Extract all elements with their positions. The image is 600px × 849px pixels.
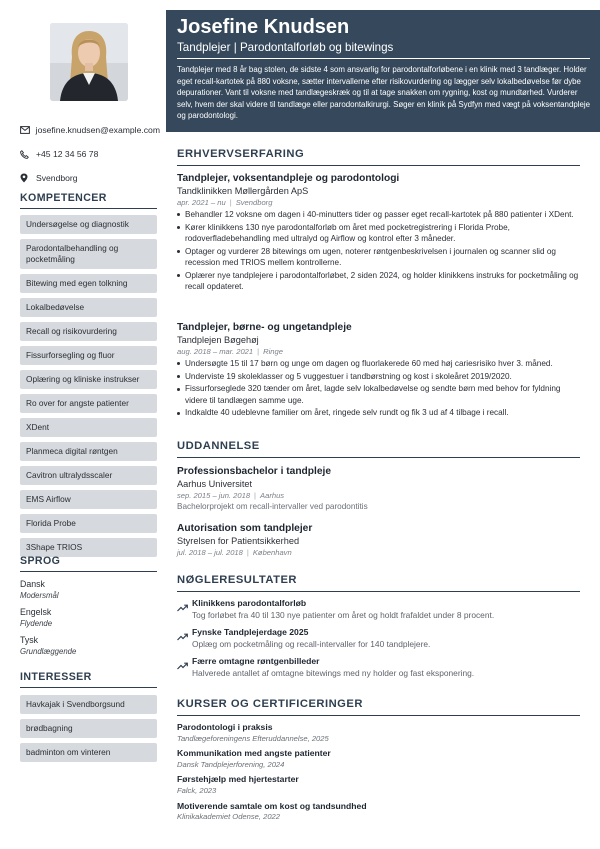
experience-heading: ERHVERVSERFARING xyxy=(177,148,580,166)
contact-info xyxy=(20,118,160,190)
education-entry xyxy=(177,465,580,513)
course-provider: Klinikakademiet Odense, 2022 xyxy=(177,812,281,822)
courses-list xyxy=(177,722,580,827)
job-employer: Tandklinikken Møllergården ApS xyxy=(177,186,309,196)
education-institution: Styrelsen for Patientsikkerhed xyxy=(177,536,300,546)
course-provider: Falck, 2023 xyxy=(177,785,217,795)
skill-tag: 3Shape TRIOS xyxy=(20,538,157,557)
skill-tag: Undersøgelse og diagnostik xyxy=(20,215,157,234)
result-description: Halverede antallet af omtagne bitewings med ny holder og fast eksponering. xyxy=(192,667,475,678)
skill-tag: Bitewing med egen tolkning xyxy=(20,274,157,293)
skill-tag: XDent xyxy=(20,418,157,437)
skill-tag: Cavitron ultralydsscaler xyxy=(20,466,157,485)
trend-up-icon xyxy=(177,628,188,646)
language-name: Dansk xyxy=(20,579,45,589)
course-title: Førstehjælp med hjertestarter xyxy=(177,774,299,785)
course-item xyxy=(177,774,580,796)
job-title: Tandplejer, børne- og ungetandpleje xyxy=(177,322,352,333)
job-meta: apr. 2021 – nu | Svendborg xyxy=(177,198,273,207)
phone-text: +45 12 34 56 78 xyxy=(36,149,99,159)
phone-icon xyxy=(20,150,36,159)
job-entry xyxy=(177,172,580,294)
job-title: Tandplejer, voksentandpleje og parodontologi xyxy=(177,173,400,184)
skill-tag: Oplæring og kliniske instrukser xyxy=(20,370,157,389)
contact-phone[interactable] xyxy=(20,142,160,166)
candidate-name: Josefine Knudsen xyxy=(177,16,350,38)
languages-heading: SPROG xyxy=(20,555,157,572)
skill-tag: Parodontalbehandling og pocketmåling xyxy=(20,239,157,269)
language-level: Grundlæggende xyxy=(20,647,77,656)
job-bullet: Indkaldte 40 udeblevne familier om året, ringede selv rundt og fik 3 ud af 4 tilbage i recall. xyxy=(177,407,580,418)
education-place: København xyxy=(252,548,292,557)
result-item xyxy=(177,656,580,679)
skill-tag: Ro over for angste patienter xyxy=(20,394,157,413)
envelope-icon xyxy=(20,126,36,134)
job-bullet: Oplærer nye tandplejere i parodontalforløbet, 2 siden 2024, og holder klinikkens instruks for pocketmåling og recall opdateret. xyxy=(177,270,580,293)
education-title: Autorisation som tandplejer xyxy=(177,523,313,534)
job-employer: Tandplejen Bøgehøj xyxy=(177,335,259,345)
course-provider: Tandlægeforeningens Efteruddannelse, 2025 xyxy=(177,733,329,743)
interest-tag: Havkajak i Svendborgsund xyxy=(20,695,157,714)
job-bullet: Behandler 12 voksne om dagen i 40-minutters tider og passer eget recall-kartotek på 880 patienter i XDent. xyxy=(177,209,580,220)
job-bullets xyxy=(177,358,580,419)
job-bullet: Undersøgte 15 til 17 børn og unge om dagen og fluorlakerede 60 med høj cariesrisiko hver 3. måned. xyxy=(177,358,580,369)
portrait-image xyxy=(50,23,128,101)
result-title: Klinikkens parodontalforløb xyxy=(192,598,307,608)
interest-tag: badminton om vinteren xyxy=(20,743,157,762)
results-list xyxy=(177,598,580,686)
result-item xyxy=(177,598,580,621)
course-provider: Dansk Tandplejerforening, 2024 xyxy=(177,759,285,769)
trend-up-icon xyxy=(177,657,188,675)
education-heading: UDDANNELSE xyxy=(177,440,580,458)
language-level: Flydende xyxy=(20,619,53,628)
job-entry xyxy=(177,321,580,420)
result-description: Oplæg om pocketmåling og recall-intervaller for 140 tandplejere. xyxy=(192,638,431,649)
profile-photo xyxy=(50,23,128,101)
interests-heading: INTERESSER xyxy=(20,671,157,688)
language-name: Tysk xyxy=(20,635,39,645)
job-place: Ringe xyxy=(263,347,283,356)
job-bullets xyxy=(177,209,580,292)
contact-email[interactable] xyxy=(20,118,160,142)
language-name: Engelsk xyxy=(20,607,52,617)
course-item xyxy=(177,748,580,770)
education-dates: sep. 2015 – jun. 2018 xyxy=(177,491,251,500)
job-bullet: Underviste 19 skoleklasser og 5 vuggestuer i tandbørstning og kost i skoleåret 2019/2020. xyxy=(177,371,580,382)
language-item xyxy=(20,635,157,657)
sidebar xyxy=(0,0,166,849)
interests-list xyxy=(20,695,157,767)
skill-tag: Planmeca digital røntgen xyxy=(20,442,157,461)
profile-summary: Tandplejer med 8 år bag stolen, de sidste 4 som ansvarlig for parodontalforløbene i en klinik med 3 tandlæger. Holder eget recall-kartotek på 880 voksne, sætter intervallerne efter risikovurdering og lægger selv lokalbedøvelse før dybe depurationer. Vant til voksne med tandlægeskræk og til at tage snakken om rygning, kost og mundtørhed. Vurderer selv, hvem der skal videre til tandlæge eller parodontalkirurgi. Søger en klinik på Sydfyn med vægt på voksentandpleje og parodontologi. xyxy=(177,65,591,121)
skills-heading: KOMPETENCER xyxy=(20,192,157,209)
result-title: Fynske Tandplejerdage 2025 xyxy=(192,627,309,638)
courses-heading: KURSER OG CERTIFICERINGER xyxy=(177,698,580,716)
job-bullet: Fissurforseglede 320 tænder om året, lagde selv lokalbedøvelse og sendte børn med behov for fyldning videre til tandlægen samme uge. xyxy=(177,383,580,406)
contact-location xyxy=(20,166,160,190)
education-place: Aarhus xyxy=(260,491,285,500)
skill-tag: Lokalbedøvelse xyxy=(20,298,157,317)
skill-tag: Florida Probe xyxy=(20,514,157,533)
education-dates: jul. 2018 – jul. 2018 xyxy=(177,548,243,557)
job-bullet: Optager og vurderer 28 bitewings om ugen, noterer røntgenbeskrivelsen i journalen og scanner slid og recession med TRIOS mellem kontrollerne. xyxy=(177,246,580,269)
job-place: Svendborg xyxy=(235,198,273,207)
result-item xyxy=(177,627,580,650)
candidate-title: Tandplejer | Parodontalforløb og bitewings xyxy=(177,40,590,59)
interest-tag: brødbagning xyxy=(20,719,157,738)
job-dates: aug. 2018 – mar. 2021 xyxy=(177,347,254,356)
course-item xyxy=(177,801,580,823)
languages-list xyxy=(20,579,157,663)
course-item xyxy=(177,722,580,744)
course-title: Kommunikation med angste patienter xyxy=(177,748,331,759)
job-dates: apr. 2021 – nu xyxy=(177,198,226,207)
trend-up-icon xyxy=(177,599,188,617)
skill-tag: Fissurforsegling og fluor xyxy=(20,346,157,365)
job-meta: aug. 2018 – mar. 2021 | Ringe xyxy=(177,347,283,356)
skill-tag: EMS Airflow xyxy=(20,490,157,509)
education-institution: Aarhus Universitet xyxy=(177,479,253,489)
job-bullet: Kører klinikkens 130 nye parodontalforløb om året med pocketregistrering i Florida Probe, rodoverfladebehandling med ultralyd og Airflow og kontrol efter 3 måneder. xyxy=(177,222,580,245)
location-text: Svendborg xyxy=(36,173,78,183)
course-title: Parodontologi i praksis xyxy=(177,722,273,732)
results-heading: NØGLERESULTATER xyxy=(177,574,580,592)
result-description: Tog forløbet fra 40 til 130 nye patienter om året og holdt frafaldet under 8 procent. xyxy=(192,609,495,620)
language-level: Modersmål xyxy=(20,591,59,600)
language-item xyxy=(20,607,157,629)
language-item xyxy=(20,579,157,601)
course-title: Motiverende samtale om kost og tandsundhed xyxy=(177,800,367,811)
education-entry xyxy=(177,522,580,558)
location-pin-icon xyxy=(20,173,36,183)
result-title: Færre omtagne røntgenbilleder xyxy=(192,656,320,667)
education-meta: sep. 2015 – jun. 2018 | Aarhus xyxy=(177,491,285,500)
skills-list xyxy=(20,215,157,562)
skill-tag: Recall og risikovurdering xyxy=(20,322,157,341)
education-meta: jul. 2018 – jul. 2018 | København xyxy=(177,548,292,557)
email-text: josefine.knudsen@example.com xyxy=(35,125,160,135)
education-description: Bachelorprojekt om recall-intervaller ved parodontitis xyxy=(177,502,368,511)
header-banner xyxy=(166,10,600,132)
education-title: Professionsbachelor i tandpleje xyxy=(177,466,331,477)
